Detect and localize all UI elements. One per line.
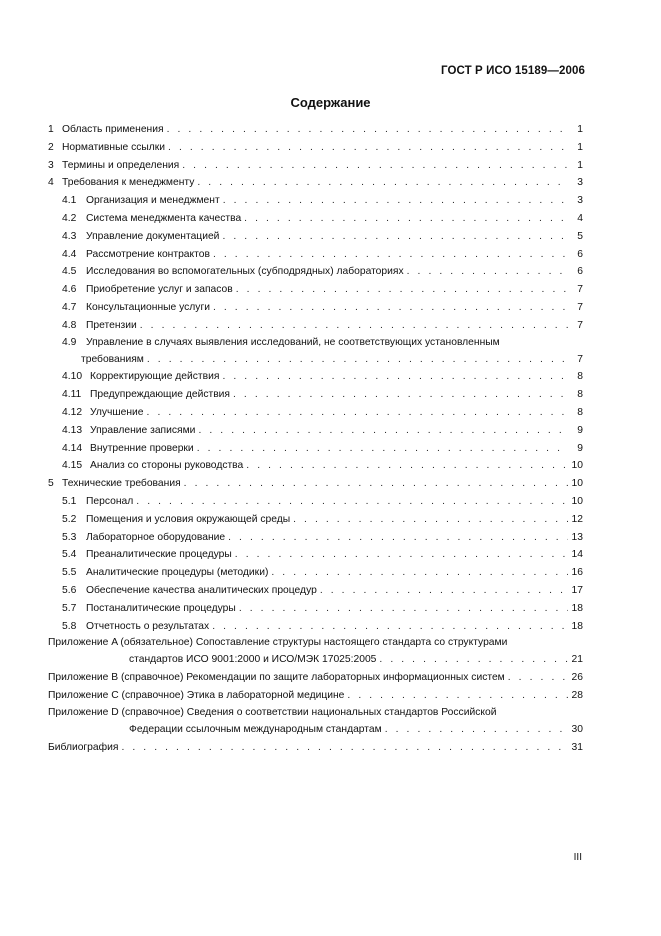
toc-entry[interactable]: 5.5 Аналитические процедуры (методики) . . . 16	[48, 564, 583, 582]
toc-entry[interactable]: 4.11 Предупреждающие действия . . . 8	[48, 386, 583, 404]
toc-entry[interactable]: 4.14 Внутренние проверки . . . 9	[48, 440, 583, 458]
toc-annex-continuation[interactable]: стандартов ИСО 9001:2000 и ИСО/МЭК 17025:2005 . . . 21	[48, 651, 583, 669]
toc-entry-continuation[interactable]: требованиям . . . 7	[48, 351, 583, 369]
toc-entry[interactable]: 2 Нормативные ссылки . . . 1	[48, 139, 583, 157]
toc-entry[interactable]: 4.10 Корректирующие действия . . . 8	[48, 368, 583, 386]
toc-entry[interactable]: 5.1 Персонал . . . 10	[48, 493, 583, 511]
toc-entry[interactable]: 4.7 Консультационные услуги . . . 7	[48, 299, 583, 317]
table-of-contents	[48, 121, 583, 756]
toc-entry[interactable]: 4.6 Приобретение услуг и запасов . . . 7	[48, 281, 583, 299]
toc-entry[interactable]: 4.2 Система менеджмента качества . . . 4	[48, 210, 583, 228]
toc-entry[interactable]: 4.5 Исследования во вспомогательных (субподрядных) лабораториях . . . 6	[48, 263, 583, 281]
standard-header: ГОСТ Р ИСО 15189—2006	[440, 65, 585, 77]
toc-annex-entry[interactable]: Приложение C (справочное) Этика в лабораторной медицине . . . 28	[48, 687, 583, 705]
toc-entry[interactable]: 3 Термины и определения . . . 1	[48, 157, 583, 175]
toc-entry[interactable]: 4.8 Претензии . . . 7	[48, 317, 583, 335]
toc-bibliography-entry[interactable]: Библиография . . . 31	[48, 739, 583, 757]
toc-entry[interactable]: 4.13 Управление записями . . . 9	[48, 422, 583, 440]
toc-annex-continuation[interactable]: Федерации ссылочным международным стандартам . . . 30	[48, 721, 583, 739]
toc-entry[interactable]: 5.4 Преаналитические процедуры . . . 14	[48, 546, 583, 564]
toc-entry[interactable]: 4 Требования к менеджменту . . . 3	[48, 174, 583, 192]
toc-entry[interactable]: 4.9 Управление в случаях выявления исследований, не соответствующих установленным	[62, 336, 500, 348]
page-number: III	[573, 852, 582, 863]
toc-entry[interactable]: 5.3 Лабораторное оборудование . . . 13	[48, 529, 583, 547]
toc-annex-entry[interactable]: Приложение A (обязательное) Сопоставление структуры настоящего стандарта со структурами	[48, 637, 508, 649]
toc-entry[interactable]: 4.15 Анализ со стороны руководства . . . 10	[48, 457, 583, 475]
page-title: Содержание	[290, 95, 371, 110]
toc-entry[interactable]: 4.12 Улучшение . . . 8	[48, 404, 583, 422]
toc-annex-entry[interactable]: Приложение B (справочное) Рекомендации по защите лабораторных информационных систем . . . 26	[48, 669, 583, 687]
toc-entry[interactable]: 5.6 Обеспечение качества аналитических процедур . . . 17	[48, 582, 583, 600]
toc-annex-entry[interactable]: Приложение D (справочное) Сведения о соответствии национальных стандартов Российской	[48, 706, 497, 718]
toc-entry[interactable]: 1 Область применения . . . 1	[48, 121, 583, 139]
toc-entry[interactable]: 5.7 Постаналитические процедуры . . . 18	[48, 600, 583, 618]
toc-entry[interactable]: 4.4 Рассмотрение контрактов . . . 6	[48, 246, 583, 264]
toc-entry[interactable]: 4.3 Управление документацией . . . 5	[48, 228, 583, 246]
toc-entry[interactable]: 5 Технические требования . . . 10	[48, 475, 583, 493]
toc-entry[interactable]: 5.8 Отчетность о результатах . . . 18	[48, 618, 583, 636]
toc-entry[interactable]: 4.1 Организация и менеджмент . . . 3	[48, 192, 583, 210]
toc-entry[interactable]: 5.2 Помещения и условия окружающей среды . . . 12	[48, 511, 583, 529]
